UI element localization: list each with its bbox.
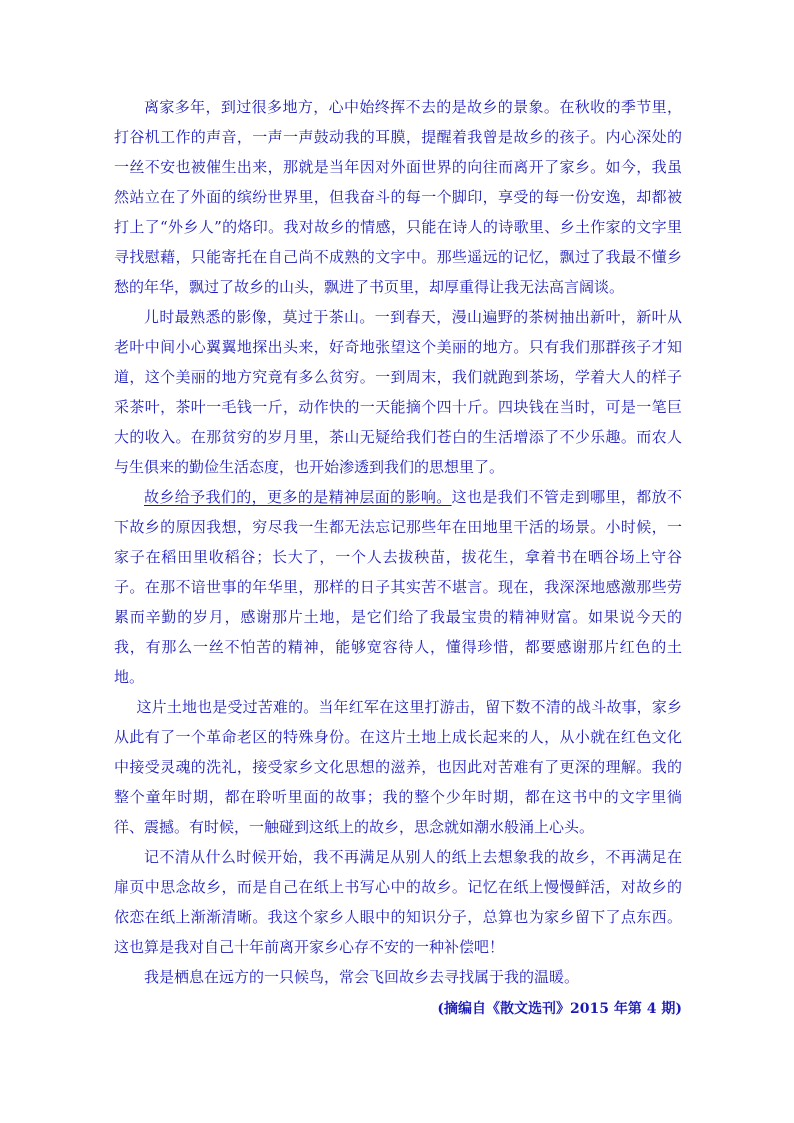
paragraph-6: 我是栖息在远方的一只候鸟，常会飞回故乡去寻找属于我的温暖。 [144, 968, 580, 986]
paragraph-5: 记不清从什么时候开始，我不再满足从别人的纸上去想象我的故乡，不再满足在扉页中思念故乡，而是自己在纸上书写心中的故乡。记忆在纸上慢慢鲜活，对故乡的依恋在纸上渐渐清晰。我这个家乡人眼中的知识分子，总算也为家乡留下了点东西。这也算是我对自己十年前离开家乡心存不安的一种补偿吧！ [114, 848, 682, 956]
paragraph-3-rest: 这也是我们不管走到哪里，都放不下故乡的原因我想，穷尽我一生都无法忘记那些年在田地里干活的场景。小时候，一家子在稻田里收稻谷；长大了，一个人去拔秧苗，拔花生，拿着书在晒谷场上守谷子。在那不谙世事的年华里，那样的日子其实苦不堪言。现在，我深深地感激那些劳累而辛勤的岁月，感谢那片土地，是它们给了我最宝贵的精神财富。如果说今天的我，有那么一丝不怕苦的精神，能够宽容待人，懂得珍惜，都要感谢那片红色的土地。 [114, 488, 682, 686]
article-body [114, 92, 682, 1024]
paragraph-1: 离家多年，到过很多地方，心中始终挥不去的是故乡的景象。在秋收的季节里，打谷机工作的声音，一声一声鼓动我的耳膜，提醒着我曾是故乡的孩子。内心深处的一丝不安也被催生出来，那就是当年因对外面世界的向往而离开了家乡。如今，我虽然站立在了外面的缤纷世界里，但我奋斗的每一个脚印，享受的每一份安逸，却都被打上了“外乡人”的烙印。我对故乡的情感，只能在诗人的诗歌里、乡土作家的文字里寻找慰藉，只能寄托在自己尚不成熟的文字中。那些遥远的记忆，飘过了我最不懂乡愁的年华，飘过了故乡的山头，飘进了书页里，却厚重得让我无法高言阔谈。 [114, 98, 682, 296]
paragraph-2: 儿时最熟悉的影像，莫过于茶山。一到春天，漫山遍野的茶树抽出新叶，新叶从老叶中间小心翼翼地探出头来，好奇地张望这个美丽的地方。只有我们那群孩子才知道，这个美丽的地方究竟有多么贫穷。一到周末，我们就跑到茶场，学着大人的样子采茶叶，茶叶一毛钱一斤，动作快的一天能摘个四十斤。四块钱在当时，可是一笔巨大的收入。在那贫穷的岁月里，茶山无疑给我们苍白的生活增添了不少乐趣。而农人与生俱来的勤俭生活态度，也开始渗透到我们的思想里了。 [114, 308, 682, 476]
source-citation: (摘编自《散文选刊》2015 年第 4 期) [437, 1001, 682, 1017]
paragraph-3 [114, 482, 682, 692]
paragraph-4: 这片土地也是受过苦难的。当年红军在这里打游击，留下数不清的战斗故事，家乡从此有了一个革命老区的特殊身份。在这片土地上成长起来的人，从小就在红色文化中接受灵魂的洗礼，接受家乡文化思想的滋养，也因此对苦难有了更深的理解。我的整个童年时期，都在聆听里面的故事；我的整个少年时期，都在这书中的文字里徜徉、震撼。有时候，一触碰到这纸上的故乡，思念就如潮水般涌上心头。 [114, 698, 682, 836]
underlined-sentence: 故乡给予我们的，更多的是精神层面的影响。 [144, 488, 452, 506]
